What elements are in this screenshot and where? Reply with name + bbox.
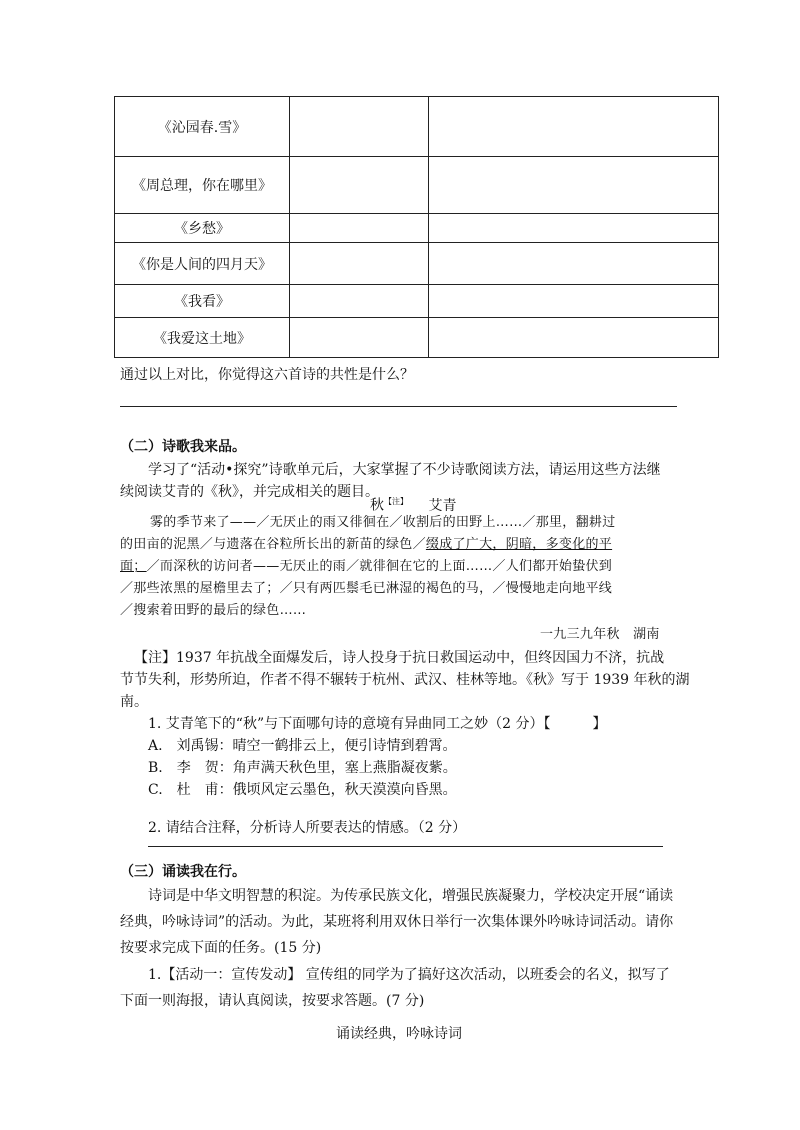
table-cell-blank[interactable] [290,97,429,157]
table-row [115,97,719,157]
poem-line: 雾的季节来了——／无厌止的雨又徘徊在／收割后的田野上……／那里，翻耕过 [150,515,616,530]
poster-title: 诵读经典，吟咏诗词 [336,1026,462,1042]
poem-comparison-table [114,96,719,358]
section3-paragraph-line: 按要求完成下面的任务。(15 分) [120,940,322,956]
section2-intro-line: 学习了“活动•探究”诗歌单元后，大家掌握了不少诗歌阅读方法，请运用这些方法继 [148,462,661,478]
question-1: 1. 艾青笔下的“秋”与下面哪句诗的意境有异曲同工之妙（2 分）【 】 [148,716,607,732]
poem-line-part: ／而深秋的访问者——无厌止的雨／就徘徊在它的上面……／人们都开始蛰伏到 [146,559,613,574]
table-cell-blank[interactable] [290,214,429,243]
section3-heading: （三）诵读我在行。 [120,864,246,880]
table-cell-poem: 《你是人间的四月天》 [115,243,290,285]
poem-line-part: 的田亩的泥黑／与遗落在谷粒所长出的新苗的绿色／ [120,537,426,552]
section3-paragraph-line: 诗词是中华文明智慧的积淀。为传承民族文化，增强民族凝聚力，学校决定开展“诵读 [148,888,674,904]
activity-1-line: 下面一则海报，请认真阅读，按要求答题。(7 分) [120,993,425,1009]
poem-underlined-phrase: 面； [120,559,147,574]
section2-intro-line: 续阅读艾青的《秋》，并完成相关的题目。 [120,484,379,500]
poem-title-text: 秋 [370,497,384,514]
table-cell-blank[interactable] [429,97,719,157]
annotation-line: 南。 [120,694,148,710]
poem-line: ／那些浓黑的屋檐里去了；／只有两匹鬃毛已淋湿的褐色的马，／慢慢地走向地平线 [120,581,613,596]
section2-heading: （二）诗歌我来品。 [120,439,246,455]
table-row [115,285,719,318]
annotation-line: 【注】1937 年抗战全面爆发后，诗人投身于抗日救国运动中，但终因国力不济，抗战 [134,650,665,666]
table-row [115,318,719,358]
option-b[interactable]: B. 李 贺：角声满天秋色里，塞上燕脂凝夜紫。 [148,760,457,776]
poem-line [120,556,612,578]
table-cell-blank[interactable] [290,318,429,358]
table-cell-blank[interactable] [290,243,429,285]
option-a[interactable]: A. 刘禹锡：晴空一鹤排云上，便引诗情到碧霄。 [148,738,457,754]
table-cell-poem: 《乡愁》 [115,214,290,243]
answer-line[interactable] [120,406,677,407]
poem-author: 艾青 [428,497,457,514]
table-cell-blank[interactable] [429,285,719,318]
table-cell-blank[interactable] [290,157,429,214]
table-row [115,243,719,285]
table-cell-poem: 《周总理，你在哪里》 [115,157,290,214]
table-cell-blank[interactable] [429,157,719,214]
table-cell-blank[interactable] [429,214,719,243]
question-common-text: 通过以上对比，你觉得这六首诗的共性是什么？ [120,367,414,383]
activity-1-line: 1.【活动一：宣传发动】 宣传组的同学为了搞好这次活动，以班委会的名义，拟写了 [148,967,670,983]
question-2: 2. 请结合注释，分析诗人所要表达的情感。（2 分） [148,820,467,836]
poem-line [120,534,612,556]
annotation-line: 节节失利，形势所迫，作者不得不辗转于杭州、武汉、桂林等地。《秋》写于 1939 年秋的湖 [120,672,690,688]
poem-line: ／搜索着田野的最后的绿色…… [120,603,307,618]
table-cell-blank[interactable] [429,243,719,285]
table-cell-poem: 《沁园春.雪》 [115,97,290,157]
table-cell-blank[interactable] [290,285,429,318]
answer-line[interactable] [148,846,663,847]
section3-paragraph-line: 经典，吟咏诗词”的活动。为此，某班将利用双休日举行一次集体课外吟咏诗词活动。请你 [120,914,674,930]
table-cell-poem: 《我看》 [115,285,290,318]
table-row [115,157,719,214]
table-cell-blank[interactable] [429,318,719,358]
table-cell-poem: 《我爱这土地》 [115,318,290,358]
poem-note-mark: 【注】 [384,497,408,506]
poem-date: 一九三九年秋 湖南 [540,627,660,642]
poem-underlined-phrase: 缀成了广大，阴暗，多变化的平 [425,537,613,552]
table-row [115,214,719,243]
option-c[interactable]: C. 杜 甫：俄顷风定云墨色，秋天漠漠向昏黑。 [148,782,457,798]
